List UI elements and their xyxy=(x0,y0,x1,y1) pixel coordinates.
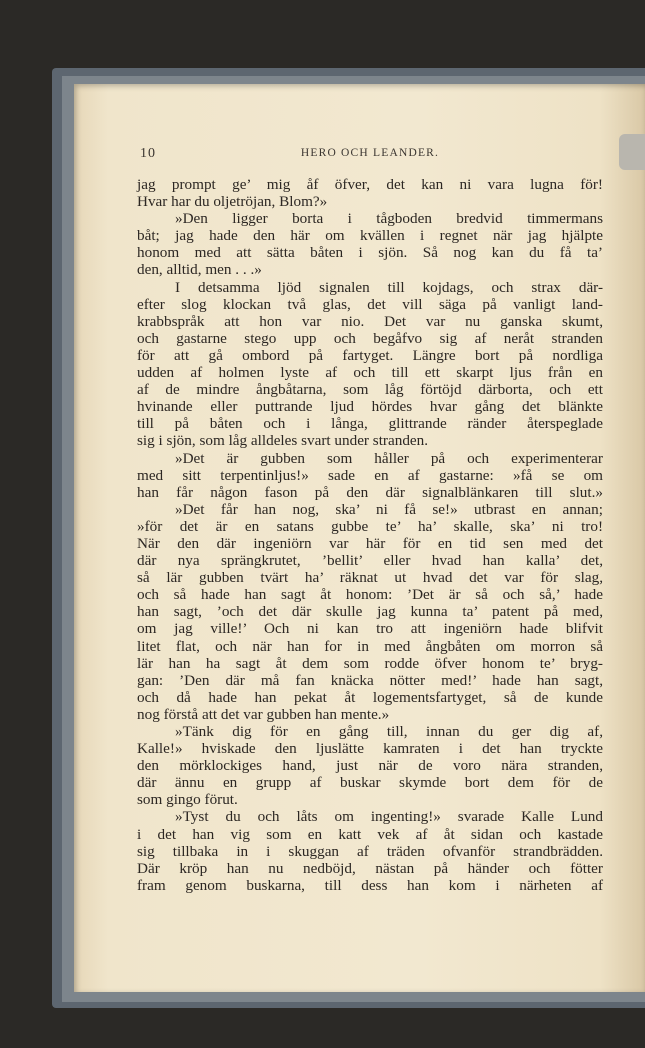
text-line: Kalle!» hviskade den ljuslätte kamraten i det han tryckte xyxy=(137,740,603,758)
text-line: nog förstå att det var gubben han mente.» xyxy=(137,705,390,723)
text-line: om jag ville!’ Och ni kan tro att ingeniörn hade blifvit xyxy=(137,620,603,638)
text-line: »Det är gubben som håller på och experimenterar xyxy=(175,449,603,467)
text-line: jag prompt ge’ mig åf öfver, det kan ni vara lugna för! xyxy=(137,176,603,193)
text-line: sig tillbaka in i skuggan af träden ofvanför strandbrädden. xyxy=(137,842,603,860)
text-line: udden af holmen lyste af och till ett skarpt ljus från en xyxy=(137,364,603,382)
text-line: »Det får han nog, ska’ ni få se!» utbrast en annan; xyxy=(175,500,603,518)
page-header xyxy=(137,146,603,164)
text-line: af de mindre ångbåtarna, som låg förtöjd därborta, och ett xyxy=(137,381,603,399)
text-line: så lär gubben tvärt ha’ räknat ut hvad det var för slag, xyxy=(137,569,603,587)
page-body-text xyxy=(137,176,603,894)
text-line: sig i sjön, som låg alldeles svart under stranden. xyxy=(137,432,429,450)
text-line: och då hade han pekat åt logementsfartyget, så de kunde xyxy=(137,688,603,706)
text-line: »Tyst du och låts om ingenting!» svarade Kalle Lund xyxy=(175,808,603,826)
text-line: Där kröp han nu nedböjd, nästan på händer och fötter xyxy=(137,859,603,877)
page-clip xyxy=(619,134,645,170)
text-line: till på båten och i långa, glittrande ränder återspeglade xyxy=(137,415,603,433)
text-line: hvinande eller puttrande ljud hördes hvar gång det blänkte xyxy=(137,398,603,416)
text-line: som gingo förut. xyxy=(137,791,238,809)
text-line: båt; jag hade den här om kvällen i regnet när jag hjälpte xyxy=(137,227,603,245)
text-line: där ännu en grupp af buskar skymde bort dem för de xyxy=(137,774,603,792)
text-line: och så hade han sagt åt honom: ’Det är så och så,’ hade xyxy=(137,586,603,604)
text-line: litet flat, och när han for in med ångbåten om morron så xyxy=(137,637,603,655)
text-line: Hvar har du oljetröjan, Blom?» xyxy=(137,193,328,211)
text-line: I detsamma ljöd signalen till kojdags, och strax där- xyxy=(175,278,603,296)
running-title: HERO OCH LEANDER. xyxy=(300,147,440,159)
text-line: När den där ingeniörn var här för en tid sen med det xyxy=(137,534,603,552)
text-line: han får någon fason på den där signalblänkaren till slut.» xyxy=(137,483,603,501)
text-line: med sitt terpentinljus!» sade en af gastarne: »få se om xyxy=(137,466,603,484)
page-number: 10 xyxy=(140,146,156,161)
text-line: efter slog klockan två glas, det vill säga på vanligt land- xyxy=(137,295,603,313)
text-line: krabbspråk att hon var nio. Det var nu ganska skumt, xyxy=(137,312,603,330)
text-line: den, alltid, men . . .» xyxy=(137,261,262,279)
text-line: för att gå ombord på fartyget. Längre bort på nordliga xyxy=(137,346,603,364)
text-line: den mörklockiges hand, just när de voro nära stranden, xyxy=(137,757,603,775)
text-line: han sagt, ’och det där skulle jag kunna ta’ patent på med, xyxy=(137,603,603,621)
text-line: där nya sprängkrutet, ’bellit’ eller hvad han kalla’ det, xyxy=(137,552,603,570)
text-line: fram genom buskarna, till dess han kom i närheten af xyxy=(137,876,603,894)
text-line: »Tänk dig för en gång till, innan du ger dig af, xyxy=(175,723,603,740)
text-line: i det han vig som en katt vek af åt sidan och kastade xyxy=(137,825,603,843)
text-line: och gastarne stego upp och begåfvo sig af neråt stranden xyxy=(137,329,603,347)
text-line: »Den ligger borta i tågboden bredvid timmermans xyxy=(175,210,603,228)
text-line: honom med att sätta båten i sjön. Så nog kan du få ta’ xyxy=(137,244,603,262)
text-line: gan: ’Den där må fan knäcka nötter med!’ hade han sagt, xyxy=(137,671,603,689)
text-line: lär han ha sagt åt dem som rodde öfver honom te’ bryg- xyxy=(137,654,603,672)
text-line: »för det är en satans gubbe te’ ha’ skalle, ska’ ni tro! xyxy=(137,517,603,535)
